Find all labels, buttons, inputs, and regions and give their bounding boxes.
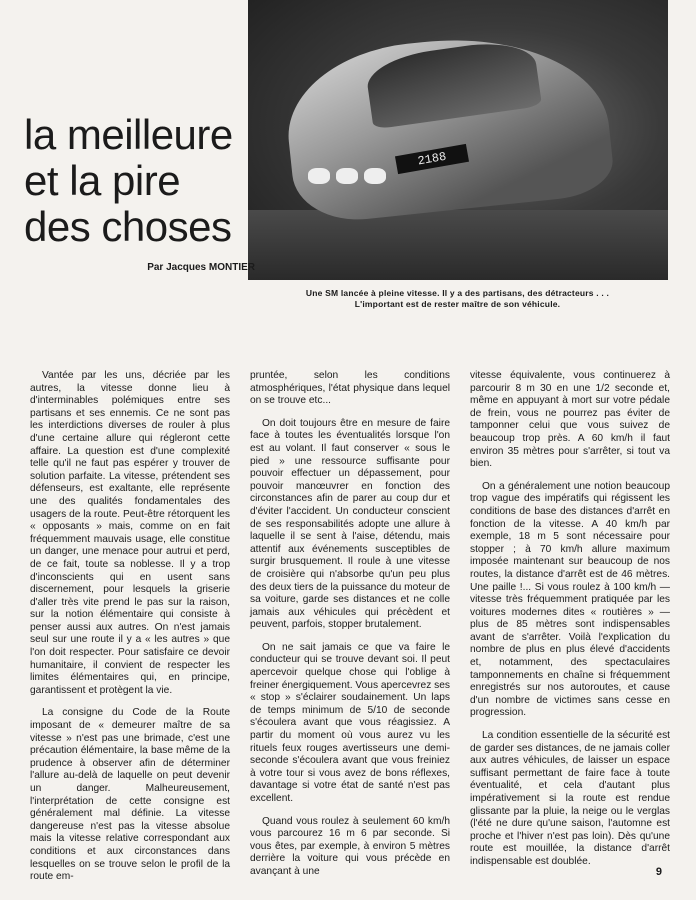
- caption-line: Une SM lancée à pleine vitesse. Il y a des partisans, des détracteurs . . .: [305, 288, 610, 298]
- title-line: et la pire: [24, 157, 181, 204]
- paragraph: On ne sait jamais ce que va faire le conducteur qui se trouve devant soi. Il peut apercevoir quelque chose qui l'oblige à freiner énergiquement. Vous apercevrez ses « stop » s'éclairer soudainement. Un laps de temps minimum de 5/10 de seconde s'écoulera avant que vous réagissiez. A partir du moment où vous aurez vu les rituels feux rouges avertisseurs une demi-seconde s'écoulera avant que vous freiniez à votre tour si vous avez de bons réflexes, davantage si votre état de santé n'est pas excellent.: [250, 641, 450, 804]
- title-line: des choses: [24, 203, 232, 250]
- article-body: [30, 370, 670, 894]
- title-line: la meilleure: [24, 111, 233, 158]
- license-plate: 2188: [395, 144, 469, 174]
- paragraph: La consigne du Code de la Route imposant de « demeurer maître de sa vitesse » n'est pas une brimade, c'est une précaution élémentaire, la base même de la prudence à observer afin de déterminer l'allure au-delà de laquelle on peut devenir un danger. Malheureusement, l'interprétation de cette consigne est généralement mal définie. La vitesse dangereuse n'est pas la vitesse absolue mais la vitesse relative correspondant aux conditions et aux circonstances dans lesquelles on se trouve selon le profil de la route em-: [30, 707, 230, 883]
- column-3: [470, 370, 670, 894]
- paragraph: pruntée, selon les conditions atmosphériques, l'état physique dans lequel on se trouve etc...: [250, 370, 450, 407]
- headlamp-left: [308, 168, 330, 184]
- paragraph: La condition essentielle de la sécurité est de garder ses distances, de ne jamais coller aux autres véhicules, de laisser un espace suffisant permettant de faire face à toute éventualité, et cela d'autant plus impérativement si la route est rendue glissante par la pluie, la neige ou le verglas (l'été ne dure qu'une saison, l'automne est proche et l'hiver n'est pas loin). Dès qu'une route est mouillée, la distance d'arrêt indispensable est doublée.: [470, 730, 670, 867]
- paragraph: Quand vous roulez à seulement 60 km/h vous parcourez 16 m 6 par seconde. Si vous êtes, par exemple, à environ 5 mètres derrière la voiture qui vous précède en avançant à une: [250, 815, 450, 877]
- photo-caption: [250, 288, 665, 310]
- paragraph: Vantée par les uns, décriée par les autres, la vitesse donne lieu à d'interminables polémiques entre ses partisans et ses ennemis. Ce ne sont pas les interdictions diverses de rouler à plus d'une certaine allure qui régleront cette affaire. La question est d'une complexité telle qu'il ne faut pas espérer y trouver de solution parfaite. La vitesse, prétendent ses défenseurs, est exaltante, elle représente une des qualités fondamentales des usagers de la route. Peut-être rétorquent les « opposants » mais, comme on en fait fréquemment mauvais usage, elle constitue un danger, une menace pour autrui et perd, de ce fait, toute sa noblesse. Il y a trop d'inconscients qui en usent sans discernement, pour lesquels la griserie d'aller très vite prend le pas sur la raison, sur la notion élémentaire qui consiste à penser aussi aux autres. On n'est jamais seul sur une route il y a « les autres » que l'on doit respecter. Pour satisfaire ce devoir humanitaire, il convient de respecter les limites élémentaires qui, en principe, garantissent et protègent la vie.: [30, 370, 230, 696]
- road-shape: [248, 210, 668, 280]
- page-number: 9: [655, 866, 662, 878]
- article-photo: [248, 0, 668, 280]
- paragraph: On doit toujours être en mesure de faire face à toutes les éventualités lorsque l'on est au volant. Il faut conserver « sous le pied » une ressource suffisante pour pouvoir effectuer un dépassement, pour pouvoir manœuvrer en fonction des circonstances afin de parer au coup dur et d'éviter l'accident. Un conducteur conscient de ses responsabilités adopte une allure à laquelle il se sent à l'aise, détendu, mais attentif aux événements susceptibles de surgir brusquement. Il roule à une vitesse de croisière qui n'absorbe qu'un peu plus des deux tiers de la puissance du moteur de sa voiture, garde ses distances et ne colle jamais aux véhicules qui précèdent et peuvent, parfois, stopper brutalement.: [250, 417, 450, 631]
- paragraph: On a généralement une notion beaucoup trop vague des impératifs qui régissent les conditions de base des distances d'arrêt en fonction de la vitesse. A 40 km/h par exemple, 18 m 5 sont nécessaire pour stopper ; à 70 km/h allure maximum imposée maintenant sur beaucoup de nos routes, la distance d'arrêt est de 46 mètres. Une paille !... Si vous roulez à 100 km/h — vitesse très fréquemment pratiquée par les voitures modernes dites « routières » — plus de 85 mètres sont indispensables avant de s'arrêter. Voilà l'explication du nombre de plus en plus élevé d'accidents et, notamment, des spectaculaires tamponnements en chaîne si fréquemment enregistrés sur nos autoroutes, et cause d'un nombre de victimes sans cesse en progression.: [470, 480, 670, 719]
- paragraph: vitesse équivalente, vous continuerez à parcourir 8 m 30 en une 1/2 seconde et, même en appuyant à mort sur votre pédale de frein, vous ne pourrez pas éviter de tamponner celui que vous suivez de beaucoup trop près. A 60 km/h il faut environ 35 mètres pour s'arrêter, si tout va bien.: [470, 370, 670, 470]
- headlamp-right: [364, 168, 386, 184]
- caption-line: L'important est de rester maître de son véhicule.: [354, 299, 561, 309]
- headlamp-left-inner: [336, 168, 358, 184]
- article-byline: Par Jacques MONTIER: [147, 262, 255, 273]
- article-title: [24, 112, 264, 250]
- column-1: [30, 370, 230, 894]
- column-2: [250, 370, 450, 894]
